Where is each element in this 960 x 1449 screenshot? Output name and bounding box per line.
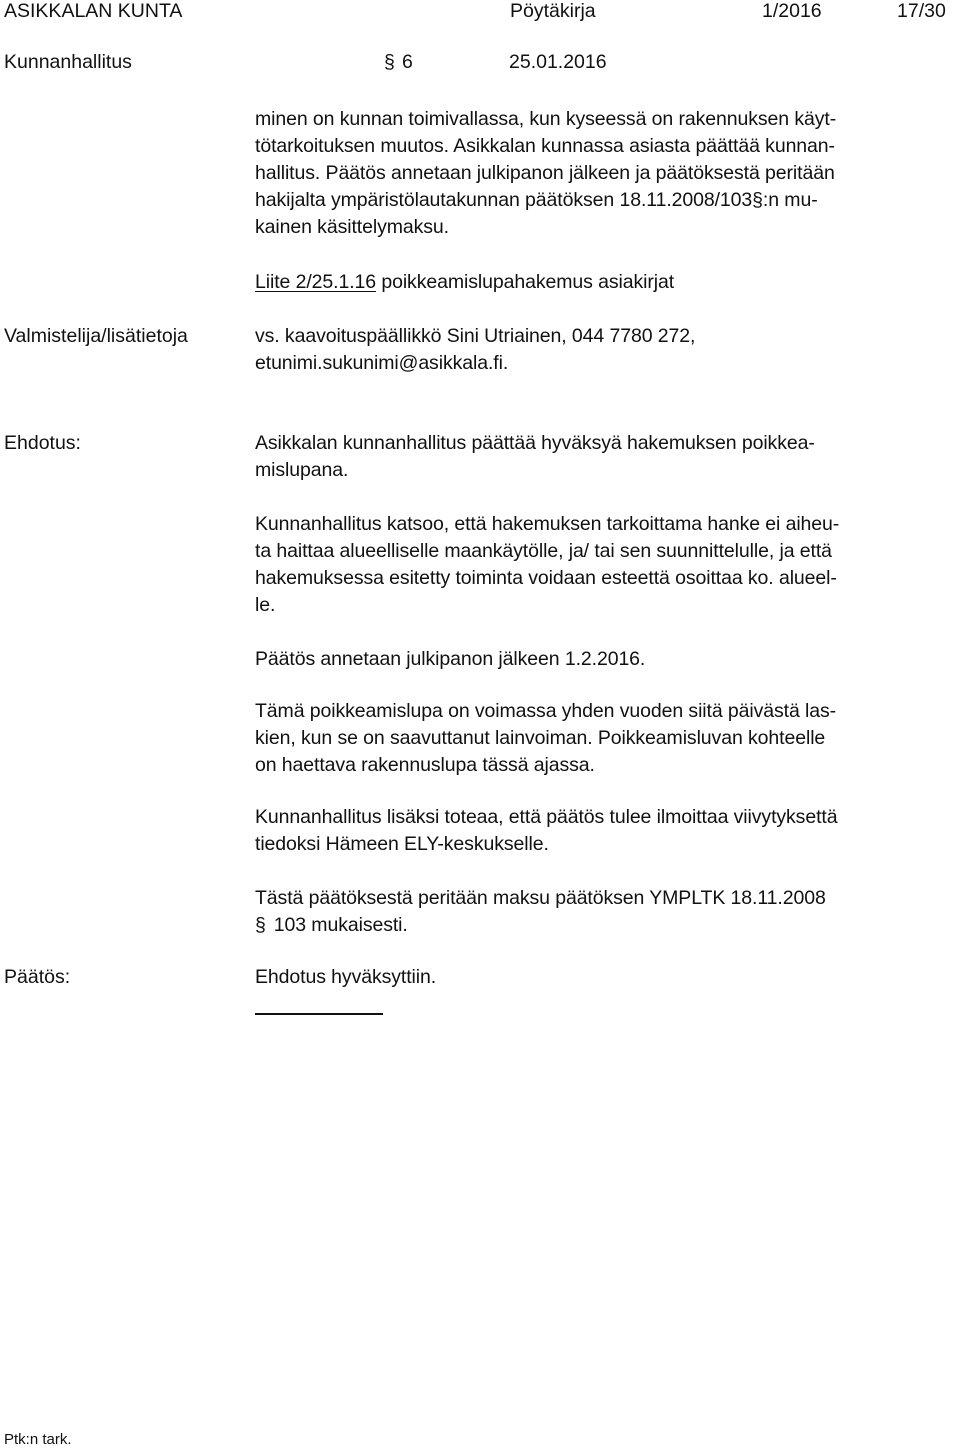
attachment-description: poikkeamislupahakemus asiakirjat: [376, 271, 675, 293]
intro-line-suffix: :n mu-: [762, 189, 818, 211]
decision-text: Ehdotus hyväksyttiin.: [255, 966, 437, 988]
footer-initials: Ptk:n tark.: [4, 1431, 72, 1448]
intro-line-text: hakijalta ympäristölautakunnan päätöksen 18.11.2008/103: [255, 189, 753, 211]
intro-line: [255, 189, 818, 212]
intro-line: hallitus. Päätös annetaan julkipanon jälkeen ja päätöksestä peritään: [255, 162, 835, 184]
proposal-line: Päätös annetaan julkipanon jälkeen 1.2.2016.: [255, 648, 646, 670]
proposal-line: Kunnanhallitus katsoo, että hakemuksen tarkoittama hanke ei aiheu-: [255, 513, 840, 535]
body-name: Kunnanhallitus: [4, 51, 132, 73]
preparer-contact: vs. kaavoituspäällikkö Sini Utriainen, 044 7780 272,: [255, 325, 696, 347]
section-sign: §: [752, 189, 763, 211]
proposal-line: kien, kun se on saavuttanut lainvoiman. Poikkeamisluvan kohteelle: [255, 727, 826, 749]
intro-line: minen on kunnan toimivallassa, kun kyseessä on rakennuksen käyt-: [255, 108, 837, 130]
proposal-line: Asikkalan kunnanhallitus päättää hyväksyä hakemuksen poikkea-: [255, 432, 815, 454]
proposal-line: ta haittaa alueelliselle maankäytölle, ja/ tai sen suunnittelulle, ja että: [255, 540, 832, 562]
proposal-line: tiedoksi Hämeen ELY-keskukselle.: [255, 833, 549, 855]
attachment-link[interactable]: Liite 2/25.1.16: [255, 271, 377, 293]
intro-line: kainen käsittelymaksu.: [255, 216, 449, 238]
proposal-line: le.: [255, 594, 276, 616]
section-sign: §: [384, 51, 395, 73]
doc-number: 1/2016: [762, 0, 822, 22]
proposal-line: mislupana.: [255, 459, 349, 481]
signature-line: [255, 1013, 383, 1015]
proposal-label: Ehdotus:: [4, 432, 81, 454]
proposal-line: hakemuksessa esitetty toiminta voidaan esteettä osoittaa ko. alueel-: [255, 567, 837, 589]
proposal-line: Tämä poikkeamislupa on voimassa yhden vuoden siitä päivästä las-: [255, 700, 837, 722]
page-number: 17/30: [897, 0, 946, 22]
doc-type: Pöytäkirja: [510, 0, 596, 22]
proposal-line-text: 103 mukaisesti.: [273, 914, 408, 936]
section-number: 6: [402, 51, 413, 73]
attachment-line: [255, 271, 674, 294]
preparer-label: Valmistelija/lisätietoja: [4, 325, 188, 347]
meeting-date: 25.01.2016: [509, 51, 607, 73]
decision-label: Päätös:: [4, 966, 71, 988]
proposal-line: Tästä päätöksestä peritään maksu päätöksen YMPLTK 18.11.2008: [255, 887, 826, 909]
proposal-line: on haettava rakennuslupa tässä ajassa.: [255, 754, 595, 776]
preparer-email: etunimi.sukunimi@asikkala.fi.: [255, 352, 509, 374]
proposal-line: [255, 914, 408, 937]
intro-line: tötarkoituksen muutos. Asikkalan kunnassa asiasta päättää kunnan-: [255, 135, 835, 157]
proposal-line: Kunnanhallitus lisäksi toteaa, että päätös tulee ilmoittaa viivytyksettä: [255, 806, 838, 828]
org-name: ASIKKALAN KUNTA: [4, 0, 183, 22]
section-sign: §: [255, 914, 266, 936]
